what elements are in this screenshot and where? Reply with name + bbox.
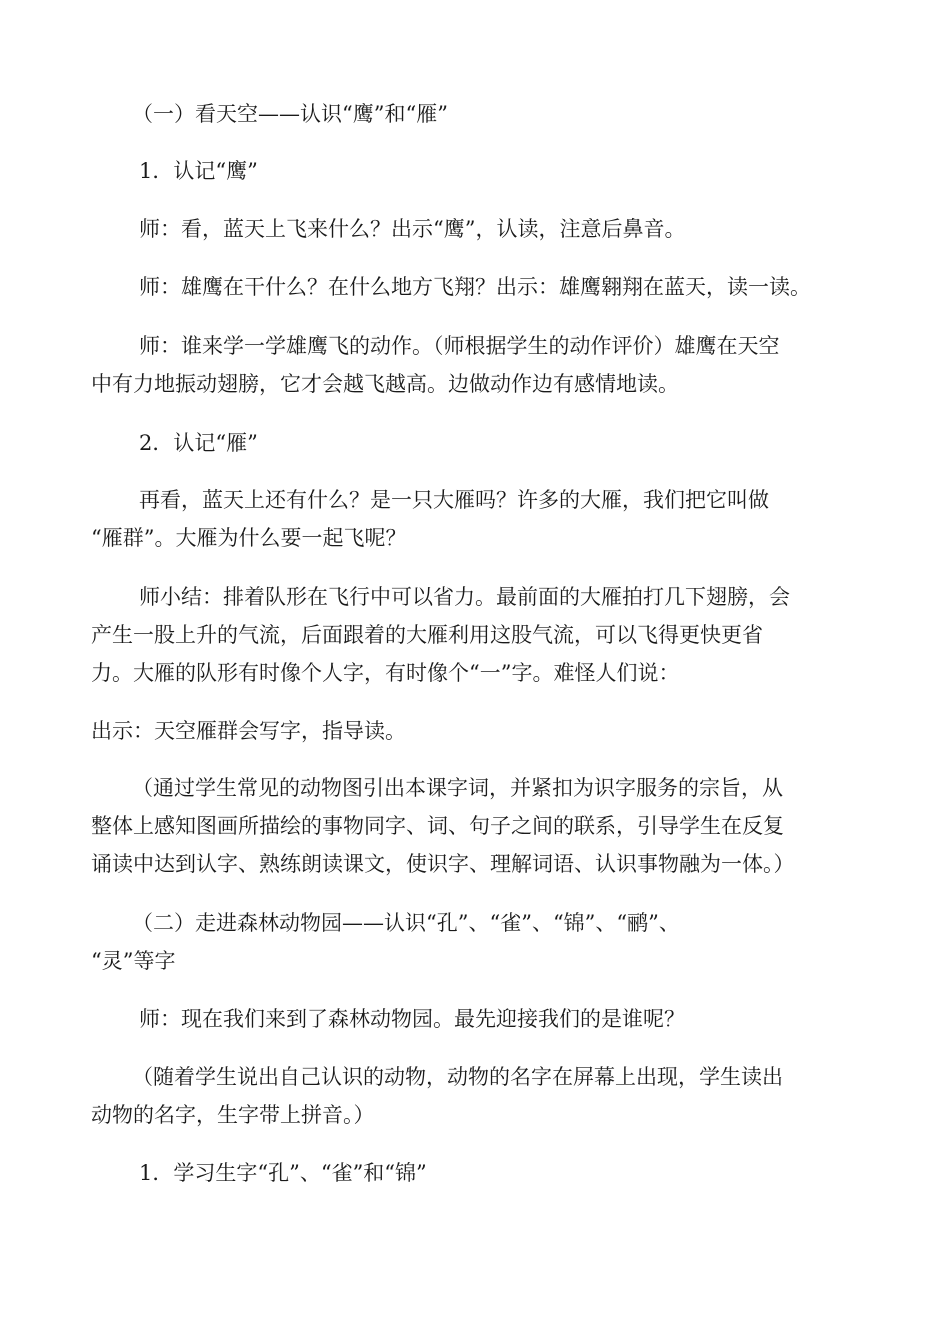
paragraph-line: 师：谁来学一学雄鹰飞的动作。（师根据学生的动作评价）雄鹰在天空 — [139, 334, 780, 358]
paragraph-line: 产生一股上升的气流，后面跟着的大雁利用这股气流，可以飞得更快更省 — [91, 623, 763, 647]
paragraph-line: 整体上感知图画所描绘的事物同字、词、句子之间的联系，引导学生在反复 — [91, 814, 784, 838]
paragraph-line: （随着学生说出自己认识的动物，动物的名字在屏幕上出现，学生读出 — [132, 1065, 783, 1089]
section-heading-2-cont: “灵”等字 — [91, 949, 176, 973]
paragraph-line: 再看，蓝天上还有什么？是一只大雁吗？许多的大雁，我们把它叫做 — [139, 488, 769, 512]
paragraph-line: 中有力地振动翅膀，它才会越飞越高。边做动作边有感情地读。 — [91, 372, 679, 396]
subheading-1-2: 2．认记“雁” — [139, 431, 258, 455]
subheading-2-1: 1．学习生字“孔”、“雀”和“锦” — [139, 1161, 427, 1185]
paragraph-line: “雁群”。大雁为什么要一起飞呢？ — [91, 526, 407, 550]
paragraph-line: 诵读中达到认字、熟练朗读课文，使识字、理解词语、认识事物融为一体。） — [91, 852, 795, 876]
subheading-1-1: 1．认记“鹰” — [139, 159, 258, 183]
paragraph-line: 师：看，蓝天上飞来什么？出示“鹰”，认读，注意后鼻音。 — [139, 217, 686, 241]
paragraph-line: 力。大雁的队形有时像个人字，有时像个“一”字。难怪人们说： — [91, 661, 680, 685]
section-heading-2: （二）走进森林动物园——认识“孔”、“雀”、“锦”、“鹂”、 — [132, 911, 680, 935]
paragraph-line: 动物的名字，生字带上拼音。） — [91, 1103, 375, 1127]
paragraph-line: 出示：天空雁群会写字，指导读。 — [91, 719, 406, 743]
section-heading-1: （一）看天空——认识“鹰”和“雁” — [132, 102, 448, 126]
paragraph-line: （通过学生常见的动物图引出本课字词，并紧扣为识字服务的宗旨，从 — [132, 776, 783, 800]
paragraph-line: 师小结：排着队形在飞行中可以省力。最前面的大雁拍打几下翅膀，会 — [139, 585, 790, 609]
paragraph-line: 师：雄鹰在干什么？在什么地方飞翔？出示：雄鹰翱翔在蓝天，读一读。 — [139, 275, 811, 299]
paragraph-line: 师：现在我们来到了森林动物园。最先迎接我们的是谁呢？ — [139, 1007, 685, 1031]
